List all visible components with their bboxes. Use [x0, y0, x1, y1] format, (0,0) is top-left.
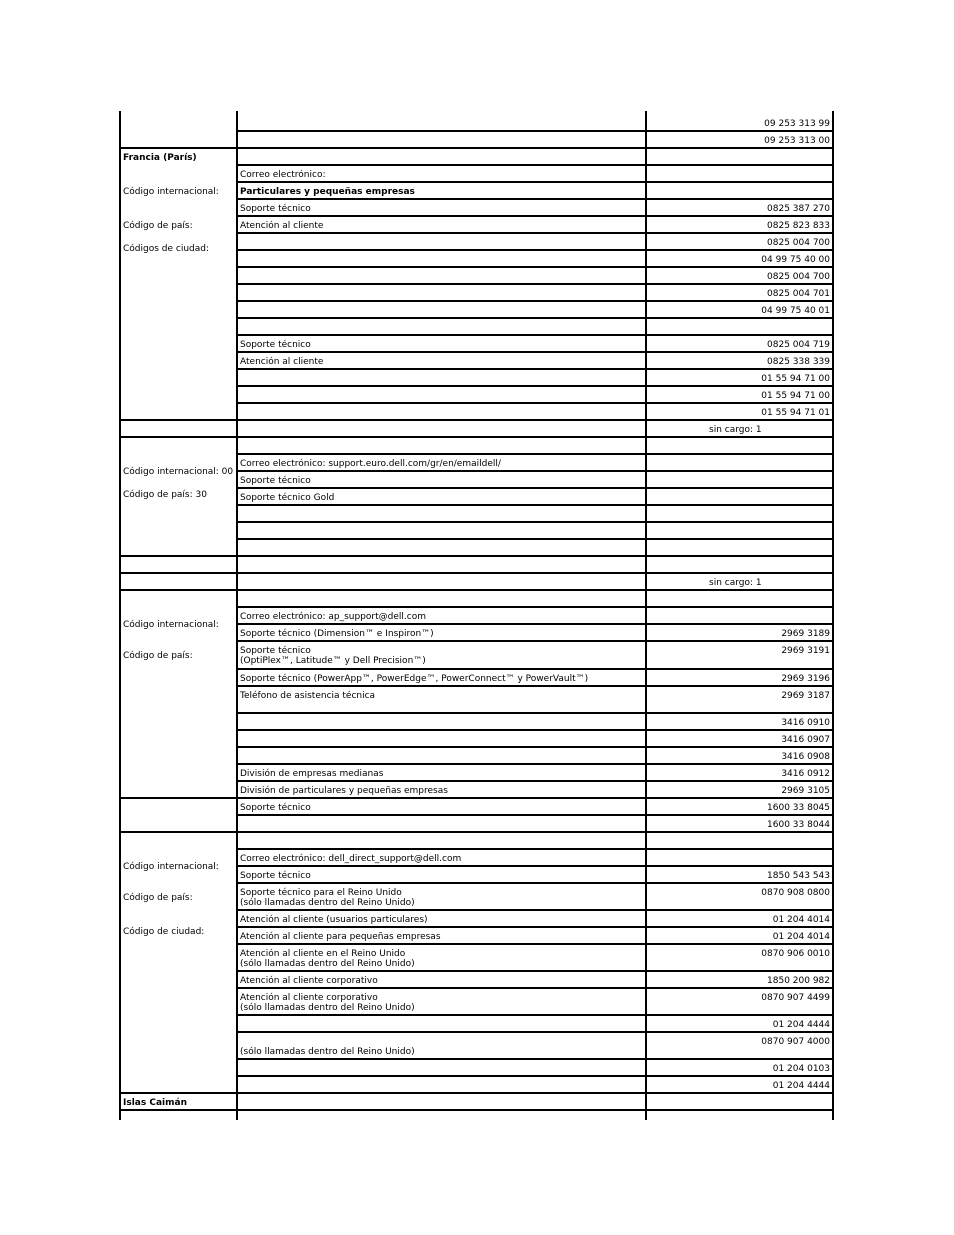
service-description: Soporte técnico	[240, 871, 311, 881]
phone-number: 2969 3189	[781, 629, 830, 639]
phone-number: 04 99 75 40 01	[761, 306, 830, 316]
table-right-border	[832, 111, 834, 1120]
row-rule	[236, 198, 834, 200]
phone-number: 0825 004 700	[767, 238, 830, 248]
row-rule	[236, 487, 834, 489]
row-rule	[236, 1014, 834, 1016]
phone-number: 0870 907 4499	[761, 993, 830, 1003]
row-rule	[236, 1058, 834, 1060]
phone-number: 01 204 4014	[772, 932, 830, 942]
row-rule	[236, 249, 834, 251]
phone-number: 01 55 94 71 01	[761, 408, 830, 418]
row-rule	[236, 814, 834, 816]
service-description: Atención al cliente (usuarios particulares)	[240, 915, 428, 925]
column-divider	[645, 111, 647, 1120]
row-rule	[236, 317, 834, 319]
toll-free-note: sin cargo: 1	[709, 425, 762, 435]
row-rule	[119, 419, 834, 421]
row-rule	[236, 987, 834, 989]
row-rule	[236, 1075, 834, 1077]
row-rule	[236, 402, 834, 404]
row-rule	[119, 555, 834, 557]
row-rule	[236, 763, 834, 765]
side-label: Código internacional:	[123, 620, 219, 630]
row-rule	[119, 831, 834, 833]
phone-number: 2969 3105	[781, 786, 830, 796]
phone-number: 09 253 313 00	[764, 136, 830, 146]
service-description: Atención al cliente corporativo (sólo llamadas dentro del Reino Unido)	[240, 993, 415, 1013]
row-rule	[119, 436, 834, 438]
row-rule	[236, 164, 834, 166]
phone-number: 1850 543 543	[767, 871, 830, 881]
row-rule	[236, 453, 834, 455]
phone-number: 0825 338 339	[767, 357, 830, 367]
row-rule	[236, 865, 834, 867]
phone-number: 01 55 94 71 00	[761, 374, 830, 384]
service-description: Soporte técnico	[240, 204, 311, 214]
service-description: Soporte técnico (PowerApp™, PowerEdge™, PowerConnect™ y PowerVault™)	[240, 674, 589, 684]
service-description: Atención al cliente para pequeñas empresas	[240, 932, 441, 942]
phone-number: 2969 3196	[781, 674, 830, 684]
row-rule	[236, 232, 834, 234]
phone-number: 2969 3191	[781, 646, 830, 656]
row-rule	[236, 926, 834, 928]
row-rule	[236, 334, 834, 336]
row-rule	[236, 470, 834, 472]
row-rule	[236, 300, 834, 302]
service-description: Soporte técnico (OptiPlex™, Latitude™ y Dell Precision™)	[240, 646, 426, 666]
phone-number: 3416 0908	[781, 752, 830, 762]
row-rule	[119, 147, 834, 149]
phone-number: 0870 906 0010	[761, 949, 830, 959]
phone-number: 3416 0910	[781, 718, 830, 728]
phone-number: 1600 33 8045	[767, 803, 830, 813]
side-label: Código de país: 30	[123, 490, 207, 500]
service-description: Soporte técnico (Dimension™ e Inspiron™)	[240, 629, 434, 639]
row-rule	[119, 589, 834, 591]
row-rule	[236, 385, 834, 387]
service-description: Particulares y pequeñas empresas	[240, 187, 415, 197]
service-description: Soporte técnico	[240, 340, 311, 350]
side-label: Código de país:	[123, 893, 193, 903]
row-rule	[236, 729, 834, 731]
phone-number: 3416 0907	[781, 735, 830, 745]
side-label: Código de ciudad:	[123, 927, 205, 937]
toll-free-note: sin cargo: 1	[709, 578, 762, 588]
row-rule	[236, 780, 834, 782]
service-description: (sólo llamadas dentro del Reino Unido)	[240, 1047, 415, 1057]
row-rule	[236, 606, 834, 608]
row-rule	[236, 521, 834, 523]
side-label: Códigos de ciudad:	[123, 244, 210, 254]
column-divider	[236, 111, 238, 1120]
phone-number: 0825 004 719	[767, 340, 830, 350]
row-rule	[236, 215, 834, 217]
side-label: Código internacional: 00	[123, 467, 234, 477]
phone-number: 01 204 0103	[772, 1064, 830, 1074]
row-rule	[236, 181, 834, 183]
service-description: Soporte técnico	[240, 476, 311, 486]
row-rule	[236, 538, 834, 540]
row-rule	[119, 1109, 834, 1111]
row-rule	[236, 351, 834, 353]
row-rule	[119, 1092, 834, 1094]
row-rule	[236, 1031, 834, 1033]
phone-number: 01 55 94 71 00	[761, 391, 830, 401]
service-description: Soporte técnico Gold	[240, 493, 335, 503]
service-description: Teléfono de asistencia técnica	[240, 691, 376, 701]
service-description: Correo electrónico: support.euro.dell.com/gr/en/emaildell/	[240, 459, 501, 469]
table-left-border	[119, 111, 121, 1120]
phone-number: 1850 200 982	[767, 976, 830, 986]
row-rule	[236, 712, 834, 714]
contact-table	[119, 111, 834, 1120]
phone-number: 0870 908 0800	[761, 888, 830, 898]
service-description: División de particulares y pequeñas empresas	[240, 786, 448, 796]
service-description: Atención al cliente	[240, 357, 324, 367]
phone-number: 3416 0912	[781, 769, 830, 779]
side-label: Código internacional:	[123, 187, 219, 197]
phone-number: 01 204 4444	[772, 1081, 830, 1091]
row-rule	[236, 368, 834, 370]
service-description: Correo electrónico: ap_support@dell.com	[240, 612, 426, 622]
row-rule	[119, 797, 834, 799]
phone-number: 04 99 75 40 00	[761, 255, 830, 265]
country-label: Francia (París)	[123, 153, 197, 163]
row-rule	[236, 640, 834, 642]
phone-number: 0825 004 700	[767, 272, 830, 282]
phone-number: 0825 387 270	[767, 204, 830, 214]
phone-number: 0825 004 701	[767, 289, 830, 299]
phone-number: 2969 3187	[781, 691, 830, 701]
service-description: Correo electrónico:	[240, 170, 326, 180]
service-description: Soporte técnico	[240, 803, 311, 813]
row-rule	[236, 623, 834, 625]
service-description: Correo electrónico: dell_direct_support@dell.com	[240, 854, 462, 864]
row-rule	[236, 970, 834, 972]
side-label: Código de país:	[123, 651, 193, 661]
row-rule	[236, 909, 834, 911]
row-rule	[236, 943, 834, 945]
row-rule	[236, 882, 834, 884]
side-label: Código internacional:	[123, 862, 219, 872]
service-description: Atención al cliente	[240, 221, 324, 231]
country-label: Islas Caimán	[123, 1098, 187, 1108]
row-rule	[236, 504, 834, 506]
row-rule	[236, 266, 834, 268]
row-rule	[236, 130, 834, 132]
row-rule	[236, 283, 834, 285]
side-label: Código de país:	[123, 221, 193, 231]
phone-number: 01 204 4444	[772, 1020, 830, 1030]
service-description: División de empresas medianas	[240, 769, 384, 779]
row-rule	[236, 746, 834, 748]
row-rule	[236, 685, 834, 687]
phone-number: 0870 907 4000	[761, 1037, 830, 1047]
phone-number: 09 253 313 99	[764, 119, 830, 129]
service-description: Atención al cliente en el Reino Unido (sólo llamadas dentro del Reino Unido)	[240, 949, 415, 969]
row-rule	[236, 668, 834, 670]
service-description: Soporte técnico para el Reino Unido (sólo llamadas dentro del Reino Unido)	[240, 888, 415, 908]
phone-number: 01 204 4014	[772, 915, 830, 925]
phone-number: 1600 33 8044	[767, 820, 830, 830]
service-description: Atención al cliente corporativo	[240, 976, 378, 986]
row-rule	[236, 848, 834, 850]
row-rule	[119, 572, 834, 574]
phone-number: 0825 823 833	[767, 221, 830, 231]
